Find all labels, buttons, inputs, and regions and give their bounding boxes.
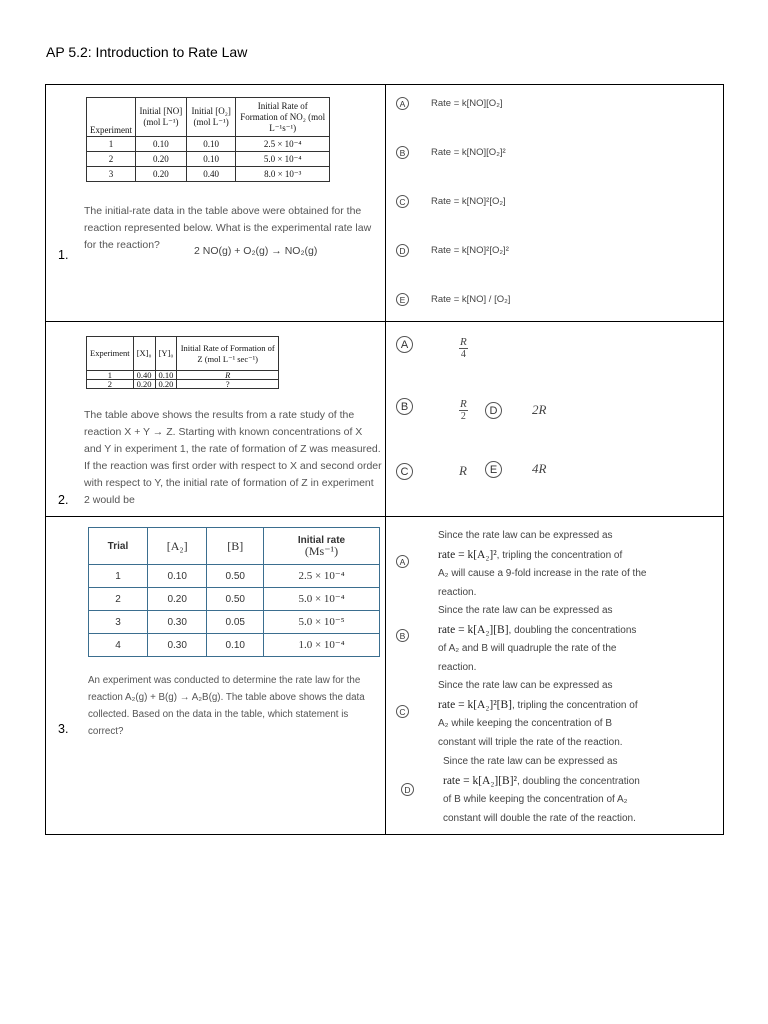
question-3-cell <box>46 517 386 835</box>
table-row <box>87 137 330 152</box>
table-cell: R <box>177 371 279 380</box>
table-cell: 0.20 <box>133 380 155 389</box>
q2-option-a[interactable] <box>396 336 468 361</box>
option-text: Rate = k[NO]²[O₂] <box>431 196 506 207</box>
table-cell: 2 <box>87 152 136 167</box>
q3-option-a[interactable] <box>396 555 409 568</box>
table-cell: 2 <box>87 380 134 389</box>
q2-data-table <box>86 336 279 389</box>
explanation-line: of B while keeping the concentration of A₂ <box>443 794 628 805</box>
table-cell: 0.40 <box>186 167 236 182</box>
explanation-line <box>443 772 640 792</box>
q2-option-c[interactable] <box>396 463 467 480</box>
question-1-cell <box>46 85 386 322</box>
explanation-rest: , tripling the concentration of <box>511 699 638 711</box>
q3-option-c[interactable] <box>396 705 409 718</box>
question-2-cell <box>46 322 386 517</box>
option-text: 2R <box>532 402 547 417</box>
q3-header-rate <box>264 528 380 565</box>
q1-data-table <box>86 97 330 182</box>
explanation-line: constant will double the rate of the reaction. <box>443 812 636 824</box>
explanation-line <box>438 546 646 566</box>
option-text: Rate = k[NO]²[O₂]² <box>431 245 509 256</box>
q1-header: Initial [NO] (mol L⁻¹) <box>136 98 187 137</box>
table-cell: 0.30 <box>147 634 207 657</box>
explanation-rest: , doubling the concentrations <box>508 624 637 636</box>
bubble-b[interactable]: B <box>396 398 413 415</box>
q1-header: Initial Rate of Formation of NO₂ (mol L⁻¹s⁻¹) <box>236 98 330 137</box>
table-cell: 0.10 <box>136 137 187 152</box>
table-row <box>87 371 279 380</box>
explanation-line: Since the rate law can be expressed as <box>438 605 613 616</box>
q1-option-d[interactable] <box>396 244 509 257</box>
table-cell: 0.05 <box>207 611 264 634</box>
table-cell: 1 <box>87 371 134 380</box>
explanation-line <box>438 696 638 716</box>
q3-data-table <box>88 527 380 657</box>
rate-law: rate = k[A₂]²[B] <box>438 698 512 711</box>
q1-option-b[interactable] <box>396 146 506 159</box>
explanation-rest: , tripling the concentration of <box>496 549 623 561</box>
explanation-line: A₂ will cause a 9-fold increase in the rate of the <box>438 568 647 579</box>
answer-1-cell <box>386 85 724 322</box>
option-text: 4R <box>532 461 547 476</box>
bubble-c[interactable]: C <box>396 705 409 718</box>
table-cell: 0.10 <box>207 634 264 657</box>
table-row <box>89 611 380 634</box>
option-text: Rate = k[NO][O₂] <box>431 98 503 109</box>
q2-header: Experiment <box>87 337 134 371</box>
q2-option-d[interactable] <box>485 402 546 419</box>
table-cell: 0.40 <box>133 371 155 380</box>
option-text: R <box>459 463 467 478</box>
explanation-line: Since the rate law can be expressed as <box>438 680 613 691</box>
q1-prompt: The initial-rate data in the table above were obtained for the reaction represented below. What is the experimental rate law for the reaction? <box>84 205 372 251</box>
explanation-line: Since the rate law can be expressed as <box>443 756 618 767</box>
q1-header: Initial [O₂] (mol L⁻¹) <box>186 98 236 137</box>
table-cell: 0.10 <box>155 371 177 380</box>
bubble-c[interactable]: C <box>396 463 413 480</box>
bubble-e[interactable]: E <box>396 293 409 306</box>
table-cell: 4 <box>89 634 148 657</box>
table-cell: 5.0 × 10⁻⁴ <box>264 588 380 611</box>
table-cell: 1 <box>89 565 148 588</box>
table-row <box>89 565 380 588</box>
bubble-a[interactable]: A <box>396 555 409 568</box>
worksheet-table <box>45 84 724 835</box>
q3-header: [B] <box>207 528 264 565</box>
table-cell: 1.0 × 10⁻⁴ <box>264 634 380 657</box>
q3-header: Trial <box>89 528 148 565</box>
table-row <box>87 380 279 389</box>
table-cell: 0.20 <box>136 152 187 167</box>
answer-2-cell <box>386 322 724 517</box>
fraction-numerator: R <box>460 336 467 348</box>
bubble-d[interactable]: D <box>485 402 502 419</box>
table-row <box>89 634 380 657</box>
table-cell: 2.5 × 10⁻⁴ <box>236 137 330 152</box>
table-cell: 2 <box>89 588 148 611</box>
q3-option-b[interactable] <box>396 629 409 642</box>
explanation-line: reaction. <box>438 661 477 673</box>
table-cell: 0.10 <box>147 565 207 588</box>
bubble-d[interactable]: D <box>396 244 409 257</box>
header-units: (Ms⁻¹) <box>304 544 339 558</box>
explanation-line: constant will triple the rate of the reaction. <box>438 736 623 748</box>
rate-law: rate = k[A₂][B] <box>438 623 509 636</box>
option-text: Rate = k[NO][O₂]² <box>431 147 506 158</box>
table-cell: 2.5 × 10⁻⁴ <box>264 565 380 588</box>
q3-prompt: An experiment was conducted to determine the rate law for the reaction A₂(g) + B(g) → A₂B(g). The table above shows the data collected. Based on the data in the table, which statement is correct? <box>88 675 365 737</box>
bubble-e[interactable]: E <box>485 461 502 478</box>
table-cell: 0.20 <box>136 167 187 182</box>
table-cell: 0.50 <box>207 565 264 588</box>
q3-option-b-text <box>438 602 636 677</box>
bubble-a[interactable]: A <box>396 336 413 353</box>
table-row <box>87 152 330 167</box>
q2-option-b[interactable] <box>396 398 468 423</box>
table-cell: 5.0 × 10⁻⁴ <box>236 152 330 167</box>
q1-equation: 2 NO(g) + O₂(g) → NO₂(g) <box>194 245 318 257</box>
q3-option-d-text <box>443 753 640 828</box>
table-row <box>89 588 380 611</box>
fraction-numerator: R <box>460 398 467 410</box>
q1-header: Experiment <box>87 98 136 137</box>
question-number: 3. <box>58 722 69 736</box>
q2-header: [Y]₀ <box>155 337 177 371</box>
table-row <box>87 167 330 182</box>
explanation-line: of A₂ and B will quadruple the rate of the <box>438 643 617 654</box>
q1-option-e[interactable] <box>396 293 510 306</box>
question-number: 1. <box>58 248 69 262</box>
table-cell: 0.20 <box>147 588 207 611</box>
table-cell: 5.0 × 10⁻⁵ <box>264 611 380 634</box>
bubble-b[interactable]: B <box>396 146 409 159</box>
option-fraction <box>459 398 468 423</box>
option-fraction <box>459 336 468 361</box>
table-cell: 3 <box>89 611 148 634</box>
table-cell: 0.10 <box>186 137 236 152</box>
rate-law: rate = k[A₂]² <box>438 548 497 561</box>
q3-option-c-text <box>438 677 638 752</box>
table-cell: 1 <box>87 137 136 152</box>
option-text: Rate = k[NO] / [O₂] <box>431 294 511 305</box>
table-cell: ? <box>177 380 279 389</box>
table-cell: 0.50 <box>207 588 264 611</box>
bubble-b[interactable]: B <box>396 629 409 642</box>
table-cell: 0.10 <box>186 152 236 167</box>
page-title: AP 5.2: Introduction to Rate Law <box>46 44 248 60</box>
explanation-line: A₂ while keeping the concentration of B <box>438 718 612 729</box>
header-text: Initial rate <box>297 535 346 546</box>
table-cell: 0.30 <box>147 611 207 634</box>
bubble-a[interactable]: A <box>396 97 409 110</box>
q2-option-e[interactable] <box>485 461 546 478</box>
q2-prompt: The table above shows the results from a rate study of the reaction X + Y → Z. Starting with known concentrations of X and Y in experiment 1, the rate of formation of Z was measured. If the reaction was first order with respect to X and second order with respect to Y, the initial rate of formation of Z in experiment 2 would be <box>84 409 382 506</box>
explanation-line <box>438 621 636 641</box>
bubble-c[interactable]: C <box>396 195 409 208</box>
fraction-denominator: 2 <box>460 411 466 422</box>
q3-option-d[interactable] <box>401 783 414 796</box>
q1-option-c[interactable] <box>396 195 506 208</box>
q3-header: [A₂] <box>147 528 207 565</box>
q1-option-a[interactable] <box>396 97 503 110</box>
q2-header: Initial Rate of Formation of Z (mol L⁻¹ sec⁻¹) <box>177 337 279 371</box>
answer-3-cell <box>386 517 724 835</box>
table-cell: 0.20 <box>155 380 177 389</box>
table-cell: 8.0 × 10⁻³ <box>236 167 330 182</box>
table-cell: 3 <box>87 167 136 182</box>
q3-option-a-text <box>438 527 646 602</box>
q2-header: [X]₀ <box>133 337 155 371</box>
explanation-rest: , doubling the concentration <box>516 775 640 787</box>
fraction-denominator: 4 <box>460 349 466 360</box>
bubble-d[interactable]: D <box>401 783 414 796</box>
question-number: 2. <box>58 493 69 507</box>
rate-law: rate = k[A₂][B]² <box>443 774 517 787</box>
explanation-line: reaction. <box>438 586 477 598</box>
explanation-line: Since the rate law can be expressed as <box>438 530 613 541</box>
